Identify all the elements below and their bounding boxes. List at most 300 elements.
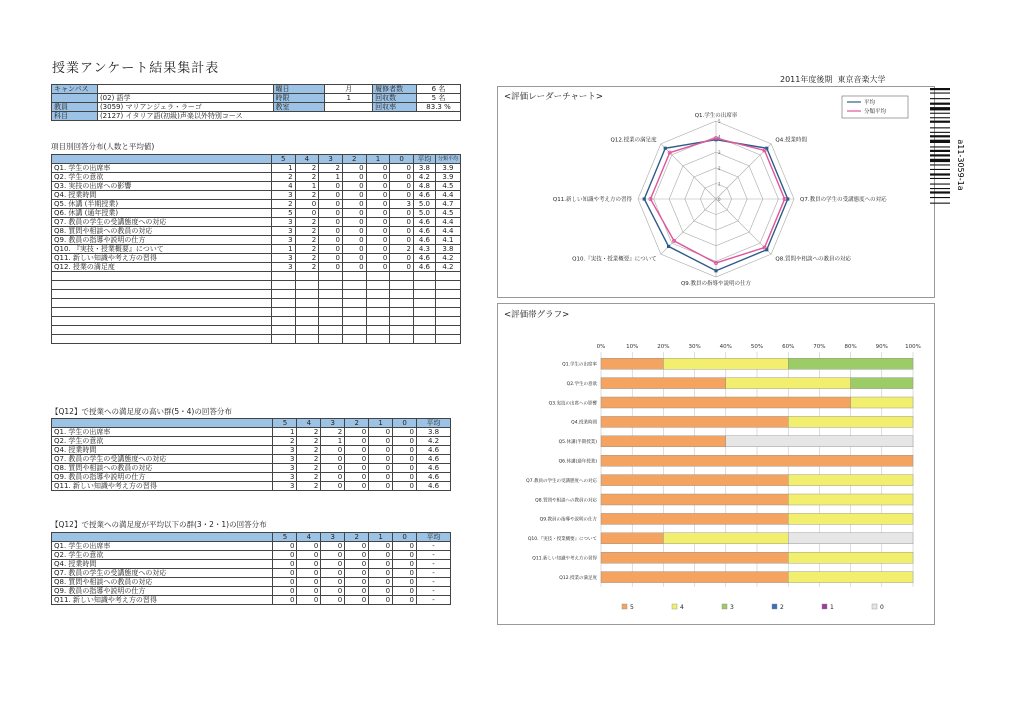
table-row	[52, 446, 451, 455]
empty-row	[52, 299, 461, 308]
category-average-cell: 3.8	[435, 245, 460, 254]
header-cell: 平均	[413, 155, 435, 164]
radar-point	[664, 147, 667, 150]
count-cell: 0	[393, 446, 417, 455]
band-x-tick-label: 100%	[905, 344, 921, 350]
band-segment	[601, 416, 788, 427]
empty-cell	[413, 272, 435, 281]
course-value: (2127) イタリア語(初級)声楽以外特別コース	[97, 112, 460, 121]
count-cell: 0	[390, 218, 414, 227]
count-cell: 0	[345, 587, 369, 596]
count-cell: 0	[390, 173, 414, 182]
band-segment	[788, 358, 913, 369]
page-title: 授業アンケート結果集計表	[52, 61, 220, 76]
band-category-label: Q9.教員の指導や説明の仕方	[539, 517, 597, 523]
empty-cell	[342, 281, 366, 290]
band-segment	[726, 436, 913, 447]
count-cell: 0	[393, 596, 417, 605]
empty-cell	[295, 326, 319, 335]
band-segment	[663, 533, 788, 544]
category-average-cell: 4.4	[435, 218, 460, 227]
table3-title: 【Q12】で授業への満足度が平均以下の群(3・2・1)の回答分布	[51, 520, 267, 529]
empty-cell	[319, 290, 343, 299]
table2-title: 【Q12】で授業への満足度の高い群(5・4)の回答分布	[51, 407, 232, 416]
band-legend-label: 4	[680, 604, 684, 611]
count-cell: 0	[369, 587, 393, 596]
count-cell: 2	[321, 428, 345, 437]
empty-cell	[271, 290, 295, 299]
header-cell: 4	[297, 533, 321, 542]
count-cell: 0	[342, 236, 366, 245]
band-segment	[788, 552, 913, 563]
empty-cell	[390, 272, 414, 281]
band-x-tick-label: 60%	[782, 344, 795, 350]
table-row	[52, 428, 451, 437]
radar-category-label: Q4.授業時間	[775, 137, 807, 144]
count-cell: 0	[366, 218, 390, 227]
band-category-label: Q4.授業時間	[571, 420, 597, 426]
count-cell: 0	[345, 596, 369, 605]
count-cell: 4	[271, 182, 295, 191]
empty-cell	[435, 290, 460, 299]
empty-cell	[366, 290, 390, 299]
empty-cell	[319, 272, 343, 281]
count-cell: 0	[321, 542, 345, 551]
count-cell: 0	[342, 209, 366, 218]
radar-tick-label: 5	[718, 119, 721, 124]
count-cell: 1	[295, 182, 319, 191]
count-cell: 3	[273, 446, 297, 455]
empty-cell	[435, 308, 460, 317]
band-category-label: Q1.学生の出席率	[562, 362, 597, 368]
count-cell: 0	[321, 482, 345, 491]
count-cell: 0	[319, 218, 343, 227]
empty-cell	[413, 290, 435, 299]
radar-tick-label: 2	[718, 165, 721, 171]
table-row	[52, 569, 451, 578]
average-cell: -	[417, 578, 451, 587]
count-cell: 1	[319, 173, 343, 182]
radar-point	[714, 269, 717, 272]
band-segment	[601, 494, 788, 505]
count-cell: 0	[321, 473, 345, 482]
average-cell: 3.8	[413, 164, 435, 173]
empty-cell	[435, 281, 460, 290]
table-header-row	[52, 419, 451, 428]
header-cell: 1	[369, 533, 393, 542]
teacher-label: 教員	[52, 103, 98, 112]
day-value: 月	[325, 85, 373, 94]
count-cell: 0	[366, 263, 390, 272]
count-cell: 0	[273, 569, 297, 578]
header-cell: 3	[319, 155, 343, 164]
empty-cell	[295, 299, 319, 308]
band-category-label: Q10.『実技・授業概要』について	[527, 537, 597, 543]
table-row	[52, 263, 461, 272]
barcode-bar	[930, 113, 950, 114]
category-average-cell: 4.5	[435, 209, 460, 218]
empty-cell	[413, 299, 435, 308]
count-cell: 3	[271, 218, 295, 227]
row-label: Q7. 教員の学生の受講態度への対応	[52, 455, 273, 464]
count-cell: 0	[393, 587, 417, 596]
empty-cell	[390, 335, 414, 344]
high-satisfaction-table	[51, 418, 451, 491]
band-segment	[851, 397, 913, 408]
count-cell: 0	[297, 569, 321, 578]
average-cell: -	[417, 587, 451, 596]
count-cell: 0	[369, 455, 393, 464]
table-row	[52, 560, 451, 569]
average-cell: 4.2	[413, 173, 435, 182]
count-cell: 0	[273, 587, 297, 596]
count-cell: 0	[273, 551, 297, 560]
band-x-tick-label: 70%	[813, 344, 826, 350]
barcode-bar	[930, 191, 950, 193]
rate-value: 83.3 %	[417, 103, 461, 112]
empty-cell	[271, 308, 295, 317]
band-category-label: Q2.学生の意欲	[566, 381, 597, 387]
table-row	[52, 482, 451, 491]
band-category-label: Q12.授業の満足度	[559, 575, 597, 581]
count-cell: 0	[295, 209, 319, 218]
average-cell: 4.6	[417, 446, 451, 455]
count-cell: 0	[369, 560, 393, 569]
count-cell: 0	[319, 182, 343, 191]
count-cell: 0	[342, 254, 366, 263]
count-cell: 0	[297, 551, 321, 560]
band-segment	[851, 378, 913, 389]
average-cell: 4.6	[413, 236, 435, 245]
row-label: Q2. 学生の意欲	[52, 173, 272, 182]
empty-cell	[390, 281, 414, 290]
header-cell: 5	[273, 419, 297, 428]
count-cell: 0	[369, 569, 393, 578]
count-cell: 0	[321, 455, 345, 464]
count-cell: 2	[390, 245, 414, 254]
count-cell: 0	[393, 464, 417, 473]
count-cell: 0	[319, 209, 343, 218]
table-row	[52, 200, 461, 209]
semester: 2011年度後期	[780, 75, 833, 84]
count-cell: 2	[297, 464, 321, 473]
empty-cell	[390, 299, 414, 308]
band-segment	[601, 572, 788, 583]
count-cell: 0	[345, 542, 369, 551]
count-cell: 0	[366, 245, 390, 254]
empty-cell	[319, 308, 343, 317]
empty-cell	[271, 326, 295, 335]
collected-value: 5 名	[417, 94, 461, 103]
barcode-bar	[930, 159, 950, 162]
band-legend-label: 1	[830, 604, 834, 611]
count-cell: 0	[390, 263, 414, 272]
band-legend-label: 0	[880, 604, 884, 611]
empty-row	[52, 308, 461, 317]
count-cell: 1	[321, 437, 345, 446]
band-segment	[601, 475, 788, 486]
count-cell: 2	[295, 227, 319, 236]
table-row	[52, 254, 461, 263]
row-label: Q4. 授業時間	[52, 191, 272, 200]
room-value	[325, 103, 373, 112]
barcode-bar	[930, 132, 950, 133]
average-cell: 4.6	[417, 482, 451, 491]
average-cell: 4.6	[417, 473, 451, 482]
empty-cell	[342, 335, 366, 344]
semester-university	[780, 74, 885, 85]
low-satisfaction-table	[51, 532, 451, 605]
empty-row	[52, 272, 461, 281]
count-cell: 0	[321, 551, 345, 560]
count-cell: 0	[369, 464, 393, 473]
band-segment	[601, 533, 663, 544]
count-cell: 0	[297, 596, 321, 605]
radar-category-label: Q8.質問や相談への教員の対応	[775, 256, 851, 263]
count-cell: 0	[273, 596, 297, 605]
count-cell: 3	[271, 236, 295, 245]
band-legend-label: 2	[780, 604, 784, 611]
table-row	[52, 464, 451, 473]
row-label: Q8. 質問や相談への教員の対応	[52, 578, 273, 587]
radar-category-label: Q11.新しい知識や考え方の習得	[552, 197, 632, 203]
band-segment	[601, 513, 788, 524]
radar-point	[643, 197, 646, 200]
empty-cell	[52, 299, 272, 308]
empty-cell	[342, 299, 366, 308]
count-cell: 0	[393, 455, 417, 464]
row-label: Q11. 新しい知識や考え方の習得	[52, 254, 272, 263]
band-chart-panel	[497, 303, 935, 625]
band-x-tick-label: 90%	[875, 344, 888, 350]
count-cell: 0	[369, 542, 393, 551]
count-cell: 0	[390, 227, 414, 236]
count-cell: 0	[273, 542, 297, 551]
header-cell: 2	[342, 155, 366, 164]
count-cell: 1	[271, 164, 295, 173]
table-row	[52, 209, 461, 218]
barcode-bar	[930, 121, 950, 123]
band-segment	[788, 572, 913, 583]
band-segment	[788, 416, 913, 427]
count-cell: 0	[390, 209, 414, 218]
band-segment	[601, 552, 788, 563]
band-x-tick-label: 50%	[750, 344, 764, 350]
rate-label: 回収率	[373, 103, 417, 112]
table-row	[52, 551, 451, 560]
count-cell: 3	[271, 254, 295, 263]
count-cell: 1	[271, 245, 295, 254]
header-cell: 4	[297, 419, 321, 428]
count-cell: 0	[297, 587, 321, 596]
count-cell: 0	[319, 200, 343, 209]
band-chart	[498, 304, 934, 624]
count-cell: 0	[319, 236, 343, 245]
count-cell: 2	[297, 455, 321, 464]
band-category-label: Q11.新しい知識や考え方の習得	[532, 556, 597, 562]
count-cell: 2	[271, 200, 295, 209]
barcode-bar	[930, 197, 950, 198]
empty-cell	[342, 317, 366, 326]
barcode-bar	[930, 88, 950, 90]
barcode-bar	[930, 203, 950, 204]
count-cell: 2	[297, 437, 321, 446]
table-row	[52, 455, 451, 464]
count-cell: 0	[390, 236, 414, 245]
radar-point	[667, 245, 670, 248]
period-label: 時限	[273, 94, 325, 103]
average-cell: 4.8	[413, 182, 435, 191]
count-cell: 0	[345, 560, 369, 569]
barcode-bar	[930, 169, 950, 170]
count-cell: 0	[393, 437, 417, 446]
empty-cell	[295, 290, 319, 299]
count-cell: 3	[273, 464, 297, 473]
header-cell: 分類平均	[435, 155, 460, 164]
count-cell: 3	[273, 482, 297, 491]
count-cell: 2	[295, 263, 319, 272]
empty-cell	[435, 272, 460, 281]
count-cell: 0	[342, 245, 366, 254]
empty-cell	[52, 326, 272, 335]
count-cell: 0	[369, 446, 393, 455]
count-cell: 2	[295, 191, 319, 200]
header-cell	[52, 155, 272, 164]
campus-label: キャンパス	[52, 85, 98, 94]
header-cell: 1	[366, 155, 390, 164]
row-label: Q11. 新しい知識や考え方の習得	[52, 482, 273, 491]
band-category-label: Q6.休講(通年授業)	[558, 459, 597, 465]
count-cell: 0	[366, 236, 390, 245]
barcode-bar	[930, 93, 950, 94]
category-average-cell: 4.2	[435, 263, 460, 272]
average-cell: 4.3	[413, 245, 435, 254]
teacher-value: (3059) マリアンジェラ・ラーゴ	[97, 103, 273, 112]
empty-cell	[413, 317, 435, 326]
count-cell: 3	[273, 455, 297, 464]
table-row	[52, 236, 461, 245]
empty-cell	[271, 299, 295, 308]
barcode-bar	[930, 184, 950, 185]
row-label: Q4. 授業時間	[52, 446, 273, 455]
table-row	[52, 182, 461, 191]
day-label: 曜日	[273, 85, 325, 94]
row-label: Q4. 授業時間	[52, 560, 273, 569]
row-label: Q6. 休講 (通年授業)	[52, 209, 272, 218]
count-cell: 2	[295, 218, 319, 227]
count-cell: 0	[319, 254, 343, 263]
count-cell: 0	[345, 464, 369, 473]
empty-cell	[390, 317, 414, 326]
count-cell: 0	[369, 551, 393, 560]
row-label: Q2. 学生の意欲	[52, 437, 273, 446]
count-cell: 0	[345, 446, 369, 455]
empty-cell	[366, 299, 390, 308]
count-cell: 0	[393, 542, 417, 551]
count-cell: 2	[297, 473, 321, 482]
count-cell: 0	[342, 191, 366, 200]
count-cell: 0	[369, 482, 393, 491]
count-cell: 0	[342, 164, 366, 173]
course-label: 科目	[52, 112, 98, 121]
header-cell: 3	[321, 533, 345, 542]
empty-cell	[319, 335, 343, 344]
empty-cell	[271, 281, 295, 290]
band-x-tick-label: 0%	[596, 344, 606, 350]
category-average-cell: 3.9	[435, 164, 460, 173]
radar-category-label: Q7.教員の学生の受講態度への対応	[800, 197, 887, 203]
count-cell: 0	[342, 182, 366, 191]
barcode-bar	[930, 135, 950, 137]
count-cell: 2	[295, 164, 319, 173]
row-label: Q7. 教員の学生の受講態度への対応	[52, 569, 273, 578]
barcode-bar	[930, 103, 950, 105]
category-average-cell: 4.7	[435, 200, 460, 209]
band-segment	[788, 475, 913, 486]
count-cell: 0	[345, 569, 369, 578]
enrolled-value: 6 名	[417, 85, 461, 94]
barcode-bar	[930, 178, 950, 179]
category-average-cell: 4.2	[435, 254, 460, 263]
empty-cell	[435, 326, 460, 335]
row-label: Q11. 新しい知識や考え方の習得	[52, 596, 273, 605]
radar-category-label: Q9.教員の指導や説明の仕方	[680, 281, 752, 287]
count-cell: 2	[295, 254, 319, 263]
count-cell: 0	[369, 578, 393, 587]
average-cell: 4.6	[413, 227, 435, 236]
row-label: Q9. 教員の指導や説明の仕方	[52, 587, 273, 596]
count-cell: 0	[369, 473, 393, 482]
barcode-bar	[930, 98, 950, 99]
table-row	[52, 578, 451, 587]
empty-cell	[52, 290, 272, 299]
radar-legend-label: 分類平均	[864, 109, 887, 115]
count-cell: 2	[297, 428, 321, 437]
collected-label: 回収数	[373, 94, 417, 103]
count-cell: 0	[342, 227, 366, 236]
count-cell: 0	[366, 164, 390, 173]
empty-cell	[295, 281, 319, 290]
header-cell	[52, 419, 273, 428]
row-label: Q10. 『実技・授業概要』について	[52, 245, 272, 254]
row-label: Q1. 学生の出席率	[52, 428, 273, 437]
radar-tick-label: 3	[718, 150, 721, 156]
average-cell: 4.6	[413, 263, 435, 272]
category-average-cell: 4.5	[435, 182, 460, 191]
barcode-bar	[930, 107, 950, 110]
count-cell: 0	[295, 200, 319, 209]
header-cell: 0	[393, 419, 417, 428]
barcode-graphic	[928, 86, 964, 244]
band-x-tick-label: 30%	[688, 344, 701, 350]
header-cell: 平均	[417, 419, 451, 428]
table-row	[52, 473, 451, 482]
count-cell: 0	[369, 428, 393, 437]
count-cell: 0	[321, 596, 345, 605]
category-average-cell: 3.9	[435, 173, 460, 182]
count-cell: 0	[366, 254, 390, 263]
count-cell: 0	[345, 482, 369, 491]
band-x-tick-label: 20%	[657, 344, 670, 350]
header-cell	[52, 533, 273, 542]
empty-cell	[319, 281, 343, 290]
barcode-bar	[930, 164, 950, 165]
band-segment	[601, 455, 913, 466]
radar-title: <評価レーダーチャート>	[504, 92, 603, 102]
category-average-cell: 4.4	[435, 191, 460, 200]
barcode-bar	[930, 127, 950, 128]
count-cell: 0	[319, 245, 343, 254]
